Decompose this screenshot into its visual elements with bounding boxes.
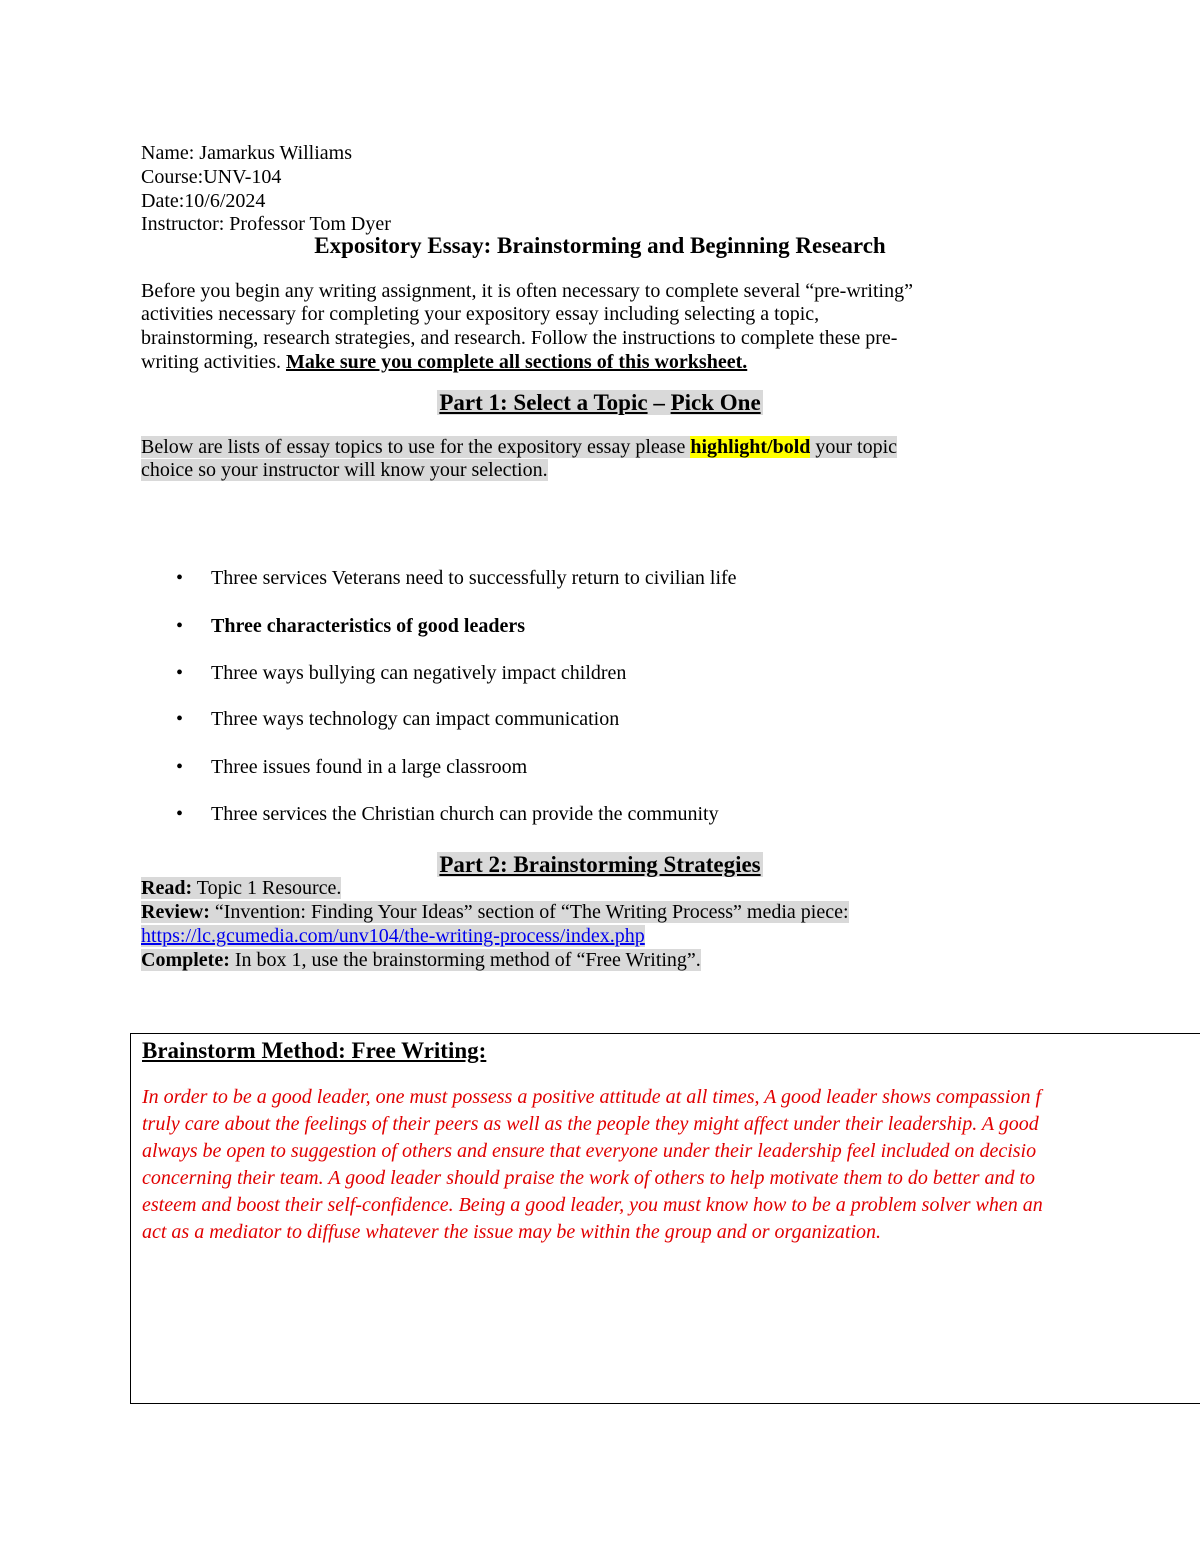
bullet-icon: •: [176, 756, 184, 778]
review-text: “Invention: Finding Your Ideas” section of “The Writing Process” media piece:: [209, 901, 849, 923]
free-writing-line: In order to be a good leader, one must possess a positive attitude at all times, A good leader shows compassion f: [142, 1086, 1042, 1108]
link-line: [141, 925, 645, 948]
part1-instructions-line-2: [141, 459, 548, 482]
document-title: Expository Essay: Brainstorming and Beginning Research: [314, 233, 886, 258]
complete-line: [141, 949, 701, 972]
topic-item: Three services the Christian church can provide the community: [211, 803, 719, 825]
part1-heading-b: Pick One: [670, 390, 761, 415]
part1-instr-c: choice so your instructor will know your selection.: [141, 459, 548, 481]
box-title: Brainstorm Method: Free Writing:: [142, 1038, 487, 1063]
free-writing-box[interactable]: [130, 1033, 1200, 1404]
intro-emphasis: Make sure you complete all sections of this worksheet.: [285, 351, 748, 373]
part2-heading: [0, 852, 1200, 878]
part1-heading: [0, 390, 1200, 416]
part1-instructions-line-1: [141, 436, 897, 459]
instructor: Instructor: Professor Tom Dyer: [141, 213, 391, 235]
topic-item: Three ways technology can impact communication: [211, 708, 620, 730]
part1-instr-a: Below are lists of essay topics to use for the expository essay please: [141, 436, 691, 458]
topic-item-selected: Three characteristics of good leaders: [211, 615, 525, 637]
read-line: [141, 877, 341, 900]
free-writing-line: act as a mediator to diffuse whatever the issue may be within the group and or organization.: [142, 1221, 882, 1243]
topic-item: Three ways bullying can negatively impact children: [211, 662, 627, 684]
bullet-icon: •: [176, 708, 184, 730]
part1-heading-sep: –: [647, 390, 671, 415]
part1-instr-b: your topic: [810, 436, 898, 458]
topic-item: Three services Veterans need to successfully return to civilian life: [211, 567, 737, 589]
bullet-icon: •: [176, 615, 184, 637]
intro-line-3: brainstorming, research strategies, and research. Follow the instructions to complete these pre-: [141, 327, 898, 349]
highlight-bold-label: highlight/bold: [690, 436, 811, 458]
bullet-icon: •: [176, 662, 184, 684]
free-writing-line: esteem and boost their self-confidence. Being a good leader, you must know how to be a problem solver when an: [142, 1194, 1043, 1216]
student-name: Name: Jamarkus Williams: [141, 142, 353, 164]
review-label: Review:: [141, 901, 210, 923]
complete-text: In box 1, use the brainstorming method of “Free Writing”.: [229, 949, 701, 971]
read-label: Read:: [141, 877, 193, 899]
free-writing-line: truly care about the feelings of their peers as well as the people they might affect under their leadership. A good: [142, 1113, 1039, 1135]
intro-line-4-plain: writing activities.: [141, 351, 286, 373]
intro-line-1: Before you begin any writing assignment, it is often necessary to complete several “pre-writing”: [141, 280, 913, 302]
free-writing-line: concerning their team. A good leader should praise the work of others to help motivate them to do better and to: [142, 1167, 1036, 1189]
complete-label: Complete:: [141, 949, 230, 971]
free-writing-line: always be open to suggestion of others and ensure that everyone under their leadership feel included on decisio: [142, 1140, 1037, 1162]
date: Date:10/6/2024: [141, 190, 266, 212]
intro-line-2: activities necessary for completing your expository essay including selecting a topic,: [141, 303, 820, 325]
bullet-icon: •: [176, 567, 184, 589]
read-text: Topic 1 Resource.: [192, 877, 342, 899]
bullet-icon: •: [176, 803, 184, 825]
topic-item: Three issues found in a large classroom: [211, 756, 528, 778]
intro-line-4: [141, 351, 747, 374]
course: Course:UNV-104: [141, 166, 282, 188]
part1-heading-a: Part 1: Select a Topic: [439, 390, 648, 415]
part2-heading-text: Part 2: Brainstorming Strategies: [439, 852, 761, 877]
writing-process-link[interactable]: https://lc.gcumedia.com/unv104/the-writing-process/index.php: [141, 925, 645, 947]
review-line: [141, 901, 849, 924]
